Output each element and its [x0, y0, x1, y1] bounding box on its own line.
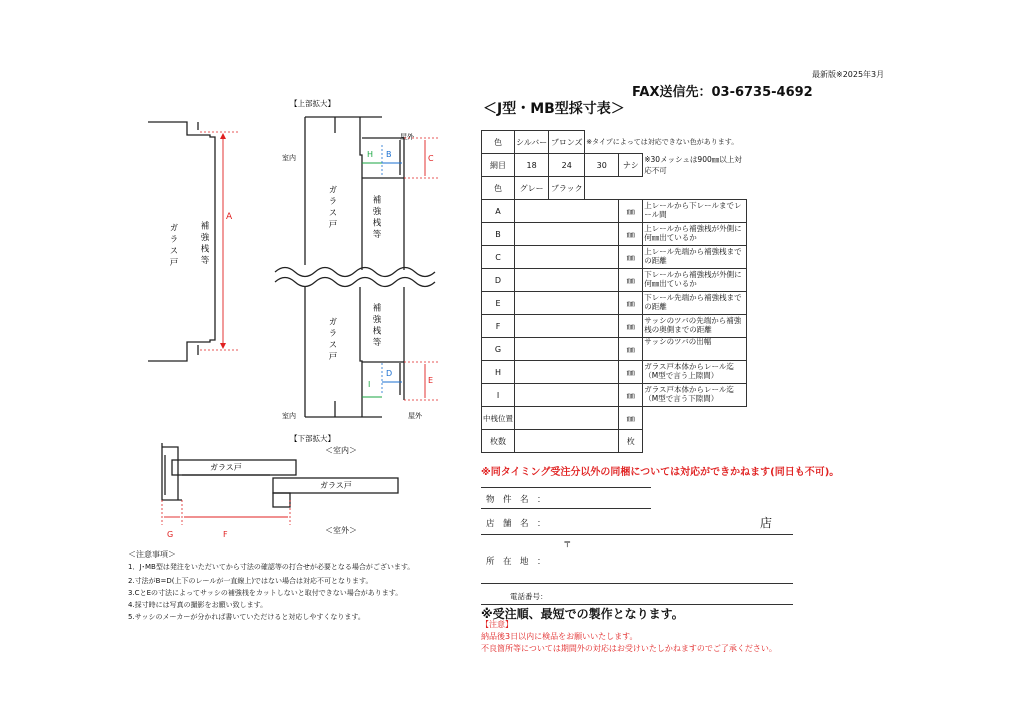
label-f: F — [223, 530, 228, 539]
subject-label: 物 件 名 ： — [486, 495, 546, 505]
value-h[interactable] — [515, 361, 619, 384]
spec-table — [481, 130, 747, 453]
indoor-label-top: 室内 — [282, 154, 296, 162]
glass-door-label: ガラス戸 — [168, 223, 178, 269]
color2-label: 色 — [482, 177, 515, 200]
value-b[interactable] — [515, 223, 619, 246]
label-i: I — [368, 380, 371, 389]
caution-2: 不良箇所等については期間外の対応はお受けいたしかねますのでご了承ください。 — [481, 644, 777, 653]
bottom-enlarge-label: 【下部拡大】 — [290, 434, 335, 443]
outdoor-bracket: ＜室外＞ — [325, 526, 357, 535]
outdoor-label-bottom: 屋外 — [408, 412, 422, 420]
label-h: H — [367, 150, 374, 159]
phone-label: 電話番号： — [510, 592, 548, 601]
note-5: 5.サッシのメーカーが分かれば書いていただけると対応しやすくなります。 — [128, 613, 365, 621]
value-f[interactable] — [515, 315, 619, 338]
svg-text:補強桟等: 補強桟等 — [371, 195, 381, 241]
fax-number: FAX送信先：03-6735-4692 — [632, 85, 813, 100]
mesh-label: 網目 — [482, 154, 515, 177]
color-note: ※タイプによっては対応できない色があります。 — [586, 137, 739, 146]
table-row: C ㎜ 上レール先端から補強桟までの距離 — [482, 246, 747, 269]
postal-mark: 〒 — [563, 540, 572, 550]
svg-text:ガラス戸: ガラス戸 — [327, 317, 337, 363]
value-d[interactable] — [515, 269, 619, 292]
subject-field[interactable] — [481, 508, 651, 509]
table-row: B ㎜ 上レールから補強桟が外側に何㎜出ているか — [482, 223, 747, 246]
value-i[interactable] — [515, 384, 619, 407]
caution-heading: 【注意】 — [481, 620, 513, 629]
svg-text:ガラス戸: ガラス戸 — [327, 185, 337, 231]
store-field[interactable] — [481, 534, 793, 535]
page-title: ＜J型・MB型採寸表＞ — [483, 101, 625, 117]
color-bronze[interactable]: ブロンズ — [549, 131, 585, 154]
caution-1: 納品後3日以内に検品をお願いいたします。 — [481, 632, 638, 641]
mesh-note: ※30メッシュは900㎜以上対応不可 — [644, 155, 742, 175]
address-label: 所 在 地 ： — [486, 557, 546, 567]
color-silver[interactable]: シルバー — [515, 131, 549, 154]
value-center[interactable] — [515, 407, 619, 430]
order-note: ※受注順、最短での製作となります。 — [481, 607, 684, 621]
mesh-18[interactable]: 18 — [515, 154, 549, 177]
installation-diagram — [120, 95, 460, 550]
svg-text:補強桟等: 補強桟等 — [371, 303, 381, 349]
top-enlarge-label: 【上部拡大】 — [290, 99, 335, 108]
edition-date: 最新版※2025年3月 — [812, 70, 885, 79]
store-suffix: 店 — [760, 516, 773, 530]
label-b: B — [386, 150, 392, 159]
table-row: F ㎜ サッシのツバの先端から補強桟の奥側までの距離 — [482, 315, 747, 338]
table-row: A ㎜ 上レールから下レールまでレール間 — [482, 200, 747, 223]
mesh-24[interactable]: 24 — [549, 154, 585, 177]
mesh-none[interactable]: ナシ — [619, 154, 643, 177]
color-label: 色 — [482, 131, 515, 154]
address-field[interactable] — [481, 583, 793, 584]
notes-heading: ＜注意事項＞ — [128, 550, 176, 559]
note-2: 2.寸法がB=D(上下のレールが一直線上)ではない場合は対応不可となります。 — [128, 577, 373, 585]
label-c: C — [428, 154, 434, 163]
table-row: E ㎜ 下レール先端から補強桟までの距離 — [482, 292, 747, 315]
value-a[interactable] — [515, 200, 619, 223]
outdoor-label-top: 屋外 — [400, 133, 414, 141]
reinforce-label: 補強桟等 — [199, 221, 209, 267]
table-row: 中桟位置 ㎜ — [482, 407, 747, 430]
svg-text:ガラス戸: ガラス戸 — [210, 463, 242, 472]
label-d: D — [386, 369, 393, 378]
color-gray[interactable]: グレー — [515, 177, 549, 200]
table-row: I ㎜ ガラス戸本体からレール迄（M型で言う下隙間） — [482, 384, 747, 407]
value-c[interactable] — [515, 246, 619, 269]
note-3: 3.CとEの寸法によってサッシの補強桟をカットしないと取付できない場合があります。 — [128, 589, 403, 597]
mesh-30[interactable]: 30 — [585, 154, 619, 177]
label-e: E — [428, 376, 434, 385]
table-row: G ㎜ サッシのツバの出幅 — [482, 338, 747, 361]
table-row: H ㎜ ガラス戸本体からレール迄（M型で言う上隙間） — [482, 361, 747, 384]
label-a: A — [226, 212, 233, 222]
table-row: D ㎜ 下レールから補強桟が外側に何㎜出ているか — [482, 269, 747, 292]
value-g[interactable] — [515, 338, 619, 361]
svg-text:ガラス戸: ガラス戸 — [320, 481, 352, 490]
note-1: 1．J･MB型は発注をいただいてから寸法の確認等の打合せが必要となる場合がございます。 — [128, 563, 415, 571]
indoor-label-bottom: 室内 — [282, 412, 296, 420]
color-black[interactable]: ブラック — [549, 177, 585, 200]
warning-text: ※同タイミング受注分以外の同梱については対応ができかねます(同日も不可)。 — [481, 467, 840, 478]
indoor-bracket: ＜室内＞ — [325, 446, 357, 455]
note-4: 4.採寸時には写真の撮影をお願い致します。 — [128, 601, 268, 609]
value-e[interactable] — [515, 292, 619, 315]
upper-rail — [305, 117, 404, 270]
lower-rail — [305, 287, 404, 417]
store-label: 店 舗 名 ： — [486, 519, 546, 529]
label-g: G — [167, 530, 174, 539]
bottom-section — [162, 443, 398, 507]
table-row: 枚数 枚 — [482, 430, 747, 453]
value-count[interactable] — [515, 430, 619, 453]
